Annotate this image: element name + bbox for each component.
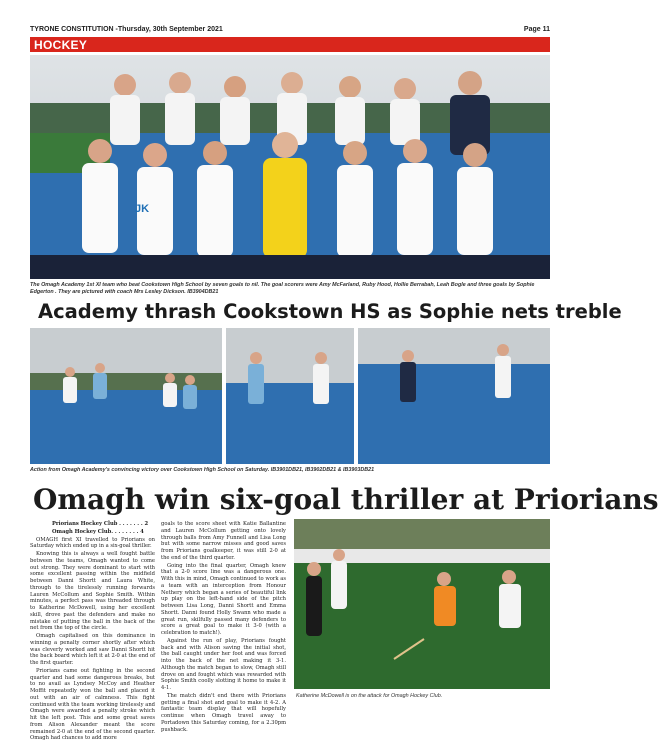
- article-paragraph: goals to the score sheet with Katie Ballantine and Lauren McCollum getting onto lovely through balls from Amy Funnell and Lisa Long but with some narrow misses and good saves from Priorians goalkeeper, it was still 2-0 at the end of the third quarter.: [161, 521, 286, 561]
- jk-sponsor-logo: JK: [135, 203, 150, 215]
- team-photo: [30, 55, 550, 279]
- article2-column-2: [161, 521, 286, 734]
- result-line-home: Priorians Hockey Club . . . . . . . 2: [52, 521, 149, 527]
- article-paragraph: Priorians came out fighting in the second quarter and had some dangerous breaks, but to no avail as Lyndsey McCoy and Heather Moffit repeatedly won the ball and placed it out with an air of calmness. This fight continued with the team working tirelessly and Omagh were awarded a penalty stroke which hit the left post. This and some great saves from Alison Alexander meant the score remained 2-0 at the end of the second quarter. Omagh had chances to add more: [30, 667, 155, 742]
- section-title: HOCKEY: [34, 38, 88, 52]
- article-paragraph: The match didn't end there with Priorians getting a final shot and goal to make it 4-2. A fantastic team display that will hopefully continue when Omagh travel away to Portadown this Saturday coming, for a 2.30pm pushback.: [161, 692, 286, 733]
- page-number: Page 11: [523, 26, 550, 33]
- action-photo-2: [226, 328, 354, 464]
- match-photo: [294, 519, 550, 689]
- action-photo-1: [30, 328, 222, 464]
- article-paragraph: Going into the final quarter, Omagh knew that a 2-0 score line was a dangerous one. With this in mind, Omagh continued to work as a team with an interception from Honour Nethery which began a series of beautiful link up play on the left-hand side of the pitch between Lisa Long, Danni Shortt and Emma Shortt. Danni found Holly Swann who made a great run, skilfully passed many defenders to score a great goal to make it 3-0 (with a celebration to match!).: [161, 562, 286, 636]
- article-paragraph: Knowing this is always a well fought battle between the teams, Omagh wanted to come out strong. They were dominant to start with some excellent passing within the midfield between Danni Shortt and Laura White, through to the tirelessly running forwards Lauren McCollum and Sophie Smith. Within minutes, a perfect pass was threaded through to Katherine McDowell, using her excellent skill, drove past the defenders and make no mistake of putting the ball in the back of the net from the top of the circle.: [30, 551, 155, 632]
- article-paragraph: OMAGH first XI travelled to Priorians on Saturday which ended up in a six-goal thriller.: [30, 536, 155, 550]
- team-photo-caption: The Omagh Academy 1st XI team who beat Cookstown High School by seven goals to nil. The goal scorers were Amy McFarland, Ruby Hood, Hollie Berrabah, Leah Bogle and three goals by Sophie Edgerton . They are pictured with coach Mrs Lesley Dickson. IB3904DB21: [30, 282, 535, 295]
- match-photo-caption: Katherine McDowell is on the attack for Omagh Hockey Club.: [296, 693, 443, 699]
- masthead: [30, 26, 550, 36]
- publication-date: TYRONE CONSTITUTION -Thursday, 30th September 2021: [30, 26, 223, 33]
- section-banner: [30, 37, 550, 52]
- article-paragraph: Omagh capitalised on this dominance in winning a penalty corner shortly after which was cleverly worked and saw Danni Shortt hit the back board which left it at 2-0 at the end of the first quarter.: [30, 633, 155, 666]
- action-photos-caption: Action from Omagh Academy's convincing victory over Cookstown High School on Saturday. IB3901DB21, IB3902DB21 & IB3903DB21: [30, 467, 375, 473]
- result-line-away: Omagh Hockey Club. . . . . . . . 4: [52, 528, 144, 535]
- article1-headline: Academy thrash Cookstown HS as Sophie nets treble: [38, 300, 622, 323]
- article-paragraph: Against the run of play, Priorians fought back and with Alison saving the initial shot, the ball caught under her foot and was forced into the back of the net making it 3-1. Although the match began to slow, Omagh still drove on and fought which was rewarded with Sophie Smith coolly slotting it home to make it 4-1.: [161, 637, 286, 691]
- article2-column-1: [30, 521, 155, 743]
- article2-headline: Omagh win six-goal thriller at Priorians: [33, 483, 659, 516]
- action-photo-3: [358, 328, 550, 464]
